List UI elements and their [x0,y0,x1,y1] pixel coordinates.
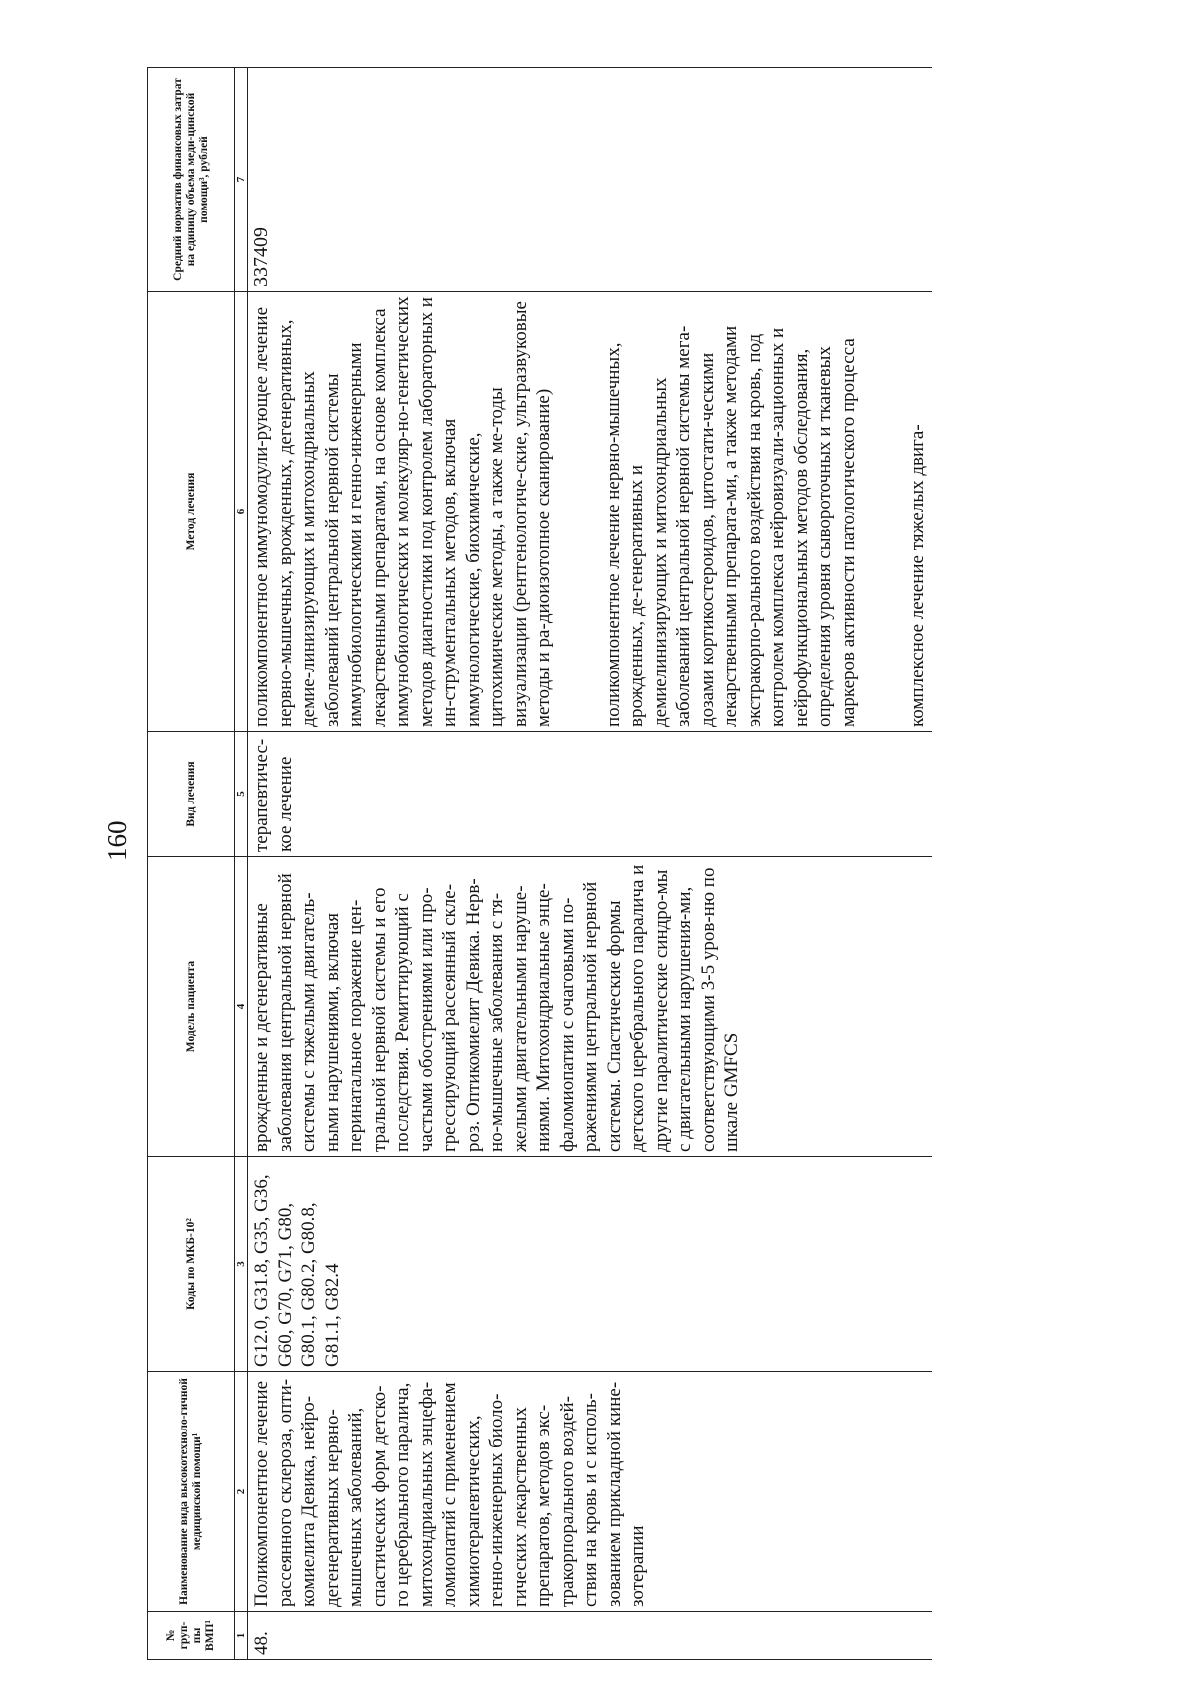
table-row [248,68,932,1660]
treatment-type-cell: терапевтичес-кое лечение [248,732,932,857]
column-number: 6 [235,292,248,732]
header-vmp-name: Наименование вида высокотехноло-гичной медицинской помощи¹ [148,1372,235,1612]
cost-cell: 337409 [248,68,932,292]
method-paragraph: поликомпонентное лечение нервно-мышечных, врожденных, де-генеративных и демиелинизирующих и митохондриальных заболеваний центральной нервной системы мега-дозами кортикостероидов, цитостати-ческими лекарственными препарата-ми, а также методами экстракорпо-рального воздействия на кровь, под контролем комплекса нейровизуали-зационных и нейрофункциональных методов обследования, определения уровня сывороточных и тканевых маркеров активности патологического процесса [602,325,859,727]
column-number: 1 [235,1612,248,1660]
rotated-table-area [147,68,1200,1655]
header-icd-codes: Коды по МКБ-10² [148,1157,235,1372]
header-group-number: № груп-пы ВМП¹ [148,1612,235,1660]
column-number: 3 [235,1157,248,1372]
column-number-row [235,68,248,1660]
column-number: 5 [235,732,248,857]
header-patient-model: Модель пациента [148,857,235,1157]
method-paragraph: комплексное лечение тяжелых двига- [907,424,928,727]
header-cost-norm: Средний норматив финансовых затрат на единицу объема меди-цинской помощи³, рублей [148,68,235,292]
vmp-table [147,67,932,1660]
page-number: 160 [102,820,132,861]
group-number-cell: 48. [248,1612,932,1660]
patient-model-cell: врожденные и дегенеративные заболевания центральной нервной системы с тяжелыми двигатель-ными нарушениями, включая перинатальное поражение цен-тральной нервной системы и его последствия. Ремиттирующий с частыми обострениями или про-грессирующий рассеянный скле-роз. Оптикомиелит Девика. Нерв-но-мышечные заболевания с тя-желыми двигательными наруше-ниями. Митохондриальные энце-фаломиопатии с очаговыми по-ражениями центральной нервной системы. Спастические формы детского церебрального паралича и другие паралитические синдро-мы с двигательными нарушения-ми, соответствующими 3-5 уров-ню по шкале GMFCS [248,857,932,1157]
column-number: 7 [235,68,248,292]
icd-codes-cell: G12.0, G31.8, G35, G36, G60, G70, G71, G80, G80.1, G80.2, G80.8, G81.1, G82.4 [248,1157,932,1372]
rotated-table-container [147,68,1200,1660]
header-treatment-method: Метод лечения [148,292,235,732]
vmp-name-cell: Поликомпонентное лечение рассеянного склероза, опти-комиелита Девика, нейро-дегенеративных нервно-мышечных заболеваний, спастических форм детско-го церебрального паралича, митохондриальных энцефа-ломиопатий с применением химиотерапевтических, генно-инженерных биоло-гических лекарственных препаратов, методов экс-тракорпорального воздей-ствия на кровь и с исполь-зованием прикладной кине-зотерапии [248,1372,932,1612]
column-number: 2 [235,1372,248,1612]
method-paragraph: поликомпонентное иммуномодули-рующее лечение нервно-мышечных, врожденных, дегенеративных, демие-линизирующих и митохондриальных заболеваний центральной нервной системы иммунобиологическими и генно-инженерными лекарственными препаратами, на основе комплекса иммунобиологических и молекуляр-но-генетических методов диагностики под контролем лабораторных и ин-струментальных методов, включая иммунологические, биохимические, цитохимические методы, а также ме-тоды визуализации (рентгенологиче-ские, ультразвуковые методы и ра-диоизотопное сканирование) [251,296,554,727]
treatment-method-cell [248,292,932,732]
column-number: 4 [235,857,248,1157]
header-treatment-type: Вид лечения [148,732,235,857]
table-header-row [148,68,235,1660]
